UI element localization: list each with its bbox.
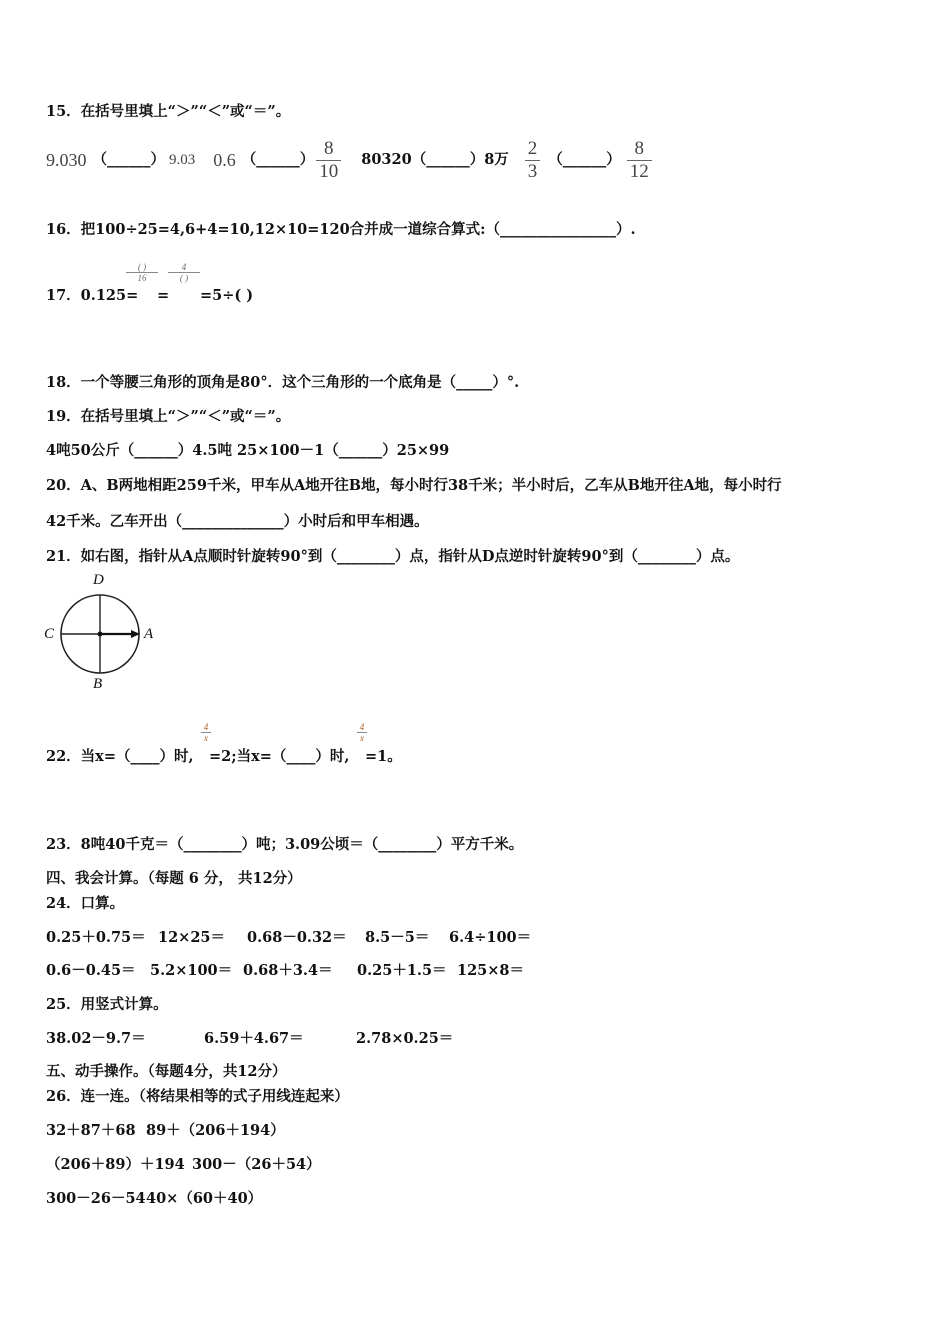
q15-b2-den: 10 <box>319 160 339 182</box>
label-a: A <box>144 626 154 642</box>
q15-d1-den: 3 <box>527 160 538 182</box>
q24-title: 24．口算。 <box>46 895 125 912</box>
q17-suffix: =5÷( ) <box>200 287 254 304</box>
q17-frac1-num: ( ) <box>137 262 147 272</box>
q24-r1-c4: 8.5－5＝ <box>365 929 430 946</box>
q15-c1: 80320 <box>361 151 412 168</box>
q15-b2-fraction <box>316 138 341 183</box>
q17-frac2-den: ( ) <box>179 273 189 283</box>
q15-b1: 0.6 <box>213 150 236 170</box>
q22-part3: =1。 <box>365 748 402 765</box>
q24-r2-c4: 0.25＋1.5＝ <box>357 962 447 979</box>
q26-r2-left[interactable]: （206＋89）＋194 <box>46 1156 185 1173</box>
q24-r1-c2: 12×25＝ <box>158 929 226 946</box>
q23: 23．8吨40千克＝（________）吨；3.09公顷＝（________）平方千米。 <box>46 836 524 853</box>
q26-r2-right[interactable]: 300－（26＋54） <box>192 1156 321 1173</box>
q15-d2-den: 12 <box>629 160 649 182</box>
label-b: B <box>93 676 103 692</box>
q15-blank-1[interactable]: （______） <box>92 151 165 168</box>
q26-title: 26．连一连。（将结果相等的式子用线连起来） <box>46 1088 349 1105</box>
q25-c1: 38.02－9.7＝ <box>46 1030 146 1047</box>
q26-r3-right[interactable]: 40×（60＋40） <box>146 1190 263 1207</box>
q15-d2-num: 8 <box>634 137 645 159</box>
q22-part1: 22．当x=（____）时, <box>46 748 194 765</box>
q21-text: 21．如右图，指针从A点顺时针旋转90°到（________）点，指针从D点逆时针旋转90°到（________）点。 <box>46 548 740 565</box>
q25-title: 25．用竖式计算。 <box>46 996 168 1013</box>
q17-prefix: 17．0.125= <box>46 287 139 304</box>
q19-line: 4吨50公斤（______）4.5吨 25×100－1（______）25×99 <box>46 442 450 459</box>
q24-r1-c1: 0.25＋0.75＝ <box>46 929 146 946</box>
q15-d1-num: 2 <box>527 137 538 159</box>
section-5-title: 五、动手操作。（每题4分，共12分） <box>46 1063 287 1080</box>
q24-r1-c5: 6.4÷100＝ <box>449 929 532 946</box>
q15-d1-fraction <box>525 138 541 183</box>
q22-frac2-num: 4 <box>359 722 365 732</box>
q16: 16．把100÷25=4,6+4=10,12×10=120合并成一道综合算式:（________________）. <box>46 221 636 238</box>
q15-title: 15．在括号里填上“＞”“＜”或“＝”。 <box>46 103 291 120</box>
q15-expressions <box>46 136 654 184</box>
q15-blank-4[interactable]: （______） <box>548 151 621 168</box>
q24-r2-c1: 0.6－0.45＝ <box>46 962 136 979</box>
q17-fraction-2 <box>168 262 200 283</box>
q22-frac1-den: x <box>204 733 208 743</box>
q17-eq: = <box>157 287 170 304</box>
q22-frac2-den: x <box>360 733 364 743</box>
q24-r2-c5: 125×8＝ <box>457 962 525 979</box>
q15-a1: 9.030 <box>46 150 87 170</box>
q26-r1-right[interactable]: 89＋（206＋194） <box>146 1122 285 1139</box>
q15-c2: 8万 <box>484 151 509 168</box>
q20-line1: 20．A、B两地相距259千米，甲车从A地开往B地，每小时行38千米；半小时后，乙车从B地开往A地，每小时行 <box>46 477 782 494</box>
label-c: C <box>44 626 55 642</box>
q17-frac2-num: 4 <box>181 262 187 272</box>
q25-c2: 6.59＋4.67＝ <box>204 1030 304 1047</box>
q26-r3-left[interactable]: 300－26－54 <box>46 1190 146 1207</box>
q19-title: 19．在括号里填上“＞”“＜”或“＝”。 <box>46 408 291 425</box>
q22-part2: =2;当x=（____）时, <box>209 748 350 765</box>
q20-line2: 42千米。乙车开出（______________）小时后和甲车相遇。 <box>46 513 429 530</box>
q26-r1-left[interactable]: 32＋87＋68 <box>46 1122 136 1139</box>
q22-frac1-num: 4 <box>203 722 209 732</box>
q15-blank-2[interactable]: （______） <box>241 151 315 168</box>
q15-a2: 9.03 <box>169 152 196 168</box>
q17-frac1-den: 16 <box>137 273 147 283</box>
q21-clock-diagram <box>40 574 160 698</box>
q18: 18．一个等腰三角形的顶角是80°．这个三角形的一个底角是（_____）°. <box>46 374 520 391</box>
section-4-title: 四、我会计算。（每题 6 分， 共12分） <box>46 870 302 887</box>
q22-fraction-2 <box>357 722 367 743</box>
center-dot <box>98 632 103 637</box>
q15-blank-3[interactable]: （______） <box>411 151 485 168</box>
label-d: D <box>93 572 104 588</box>
q15-d2-fraction <box>627 138 652 183</box>
q24-r2-c2: 5.2×100＝ <box>150 962 233 979</box>
q22-fraction-1 <box>201 722 211 743</box>
q24-r2-c3: 0.68＋3.4＝ <box>243 962 333 979</box>
q15-b2-num: 8 <box>324 137 334 159</box>
q17-fraction-1 <box>126 262 158 283</box>
q25-c3: 2.78×0.25＝ <box>356 1030 454 1047</box>
q24-r1-c3: 0.68－0.32＝ <box>247 929 347 946</box>
